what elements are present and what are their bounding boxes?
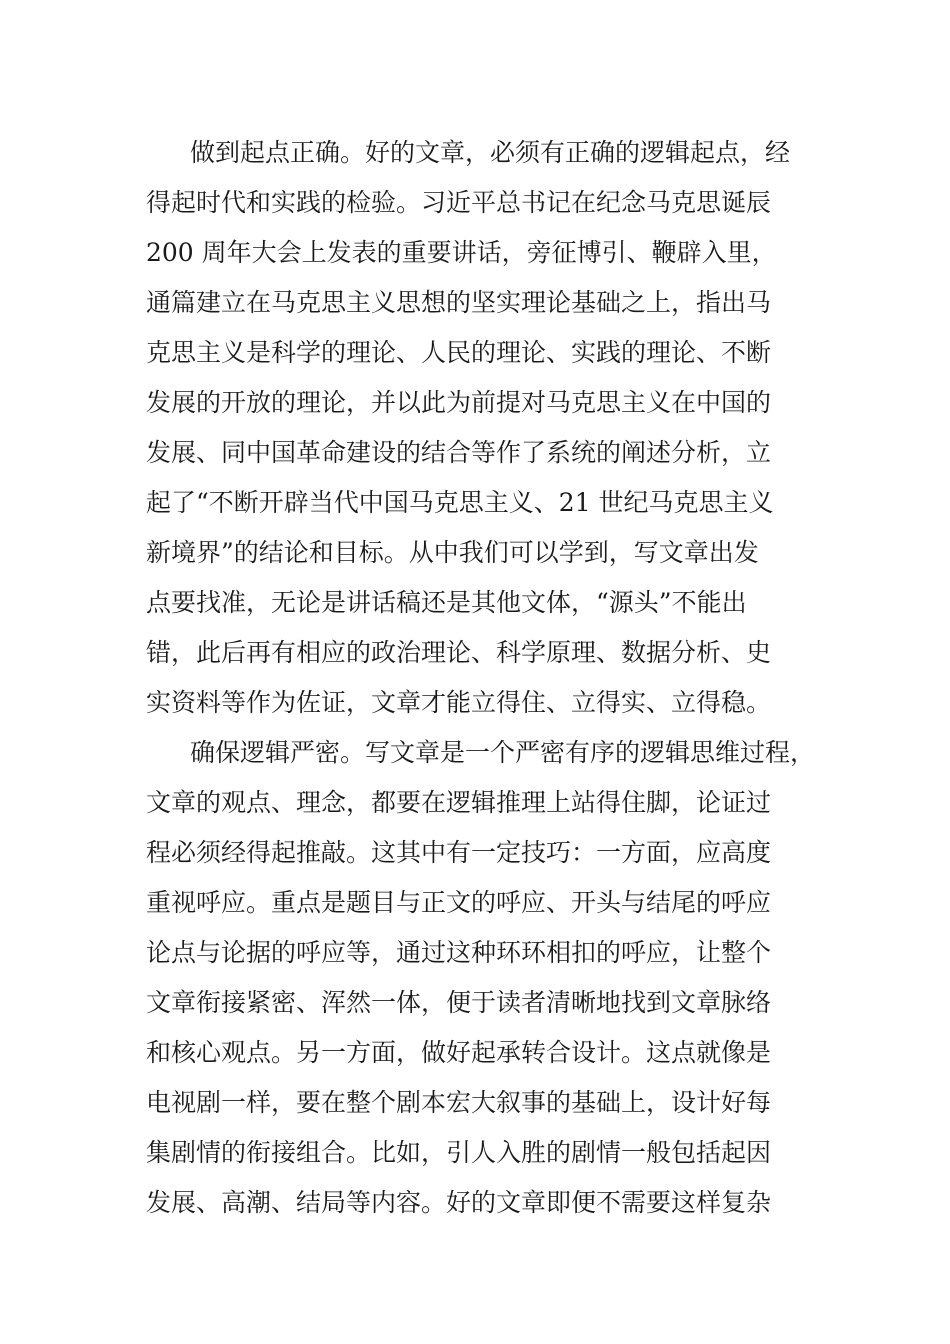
paragraph-1 xyxy=(146,128,836,728)
paragraph-2 xyxy=(146,728,836,1228)
paragraph-line: 文章的观点、理念，都要在逻辑推理上站得住脚，论证过 xyxy=(146,788,772,817)
paragraph-line: 点要找准，无论是讲话稿还是其他文体，“源头”不能出 xyxy=(146,588,747,617)
paragraph-line: 错，此后再有相应的政治理论、科学原理、数据分析、史 xyxy=(146,638,772,667)
paragraph-line: 确保逻辑严密。写文章是一个严密有序的逻辑思维过程， xyxy=(190,738,816,767)
paragraph-line: 程必须经得起推敲。这其中有一定技巧：一方面，应高度 xyxy=(146,838,772,867)
paragraph-line: 得起时代和实践的检验。习近平总书记在纪念马克思诞辰 xyxy=(146,188,772,217)
paragraph-line: 论点与论据的呼应等，通过这种环环相扣的呼应，让整个 xyxy=(146,938,772,967)
body-text xyxy=(146,128,836,1228)
paragraph-line: 克思主义是科学的理论、人民的理论、实践的理论、不断 xyxy=(146,338,772,367)
paragraph-line: 通篇建立在马克思主义思想的坚实理论基础之上，指出马 xyxy=(146,288,772,317)
paragraph-line: 发展、同中国革命建设的结合等作了系统的阐述分析，立 xyxy=(146,438,772,467)
paragraph-line: 200 周年大会上发表的重要讲话，旁征博引、鞭辟入里， xyxy=(146,238,777,267)
paragraph-line: 发展的开放的理论，并以此为前提对马克思主义在中国的 xyxy=(146,388,772,417)
paragraph-line: 和核心观点。另一方面，做好起承转合设计。这点就像是 xyxy=(146,1038,772,1067)
paragraph-line: 发展、高潮、结局等内容。好的文章即便不需要这样复杂 xyxy=(146,1188,772,1217)
paragraph-line: 集剧情的衔接组合。比如，引人入胜的剧情一般包括起因 xyxy=(146,1138,772,1167)
paragraph-line: 重视呼应。重点是题目与正文的呼应、开头与结尾的呼应 xyxy=(146,888,772,917)
paragraph-line: 新境界”的结论和目标。从中我们可以学到，写文章出发 xyxy=(146,538,759,567)
paragraph-line: 文章衔接紧密、浑然一体，便于读者清晰地找到文章脉络 xyxy=(146,988,772,1017)
paragraph-line: 电视剧一样，要在整个剧本宏大叙事的基础上，设计好每 xyxy=(146,1088,772,1117)
paragraph-line: 做到起点正确。好的文章，必须有正确的逻辑起点，经 xyxy=(190,138,791,167)
paragraph-line: 实资料等作为佐证，文章才能立得住、立得实、立得稳。 xyxy=(146,688,772,717)
paragraph-line: 起了“不断开辟当代中国马克思主义、21 世纪马克思主义 xyxy=(146,488,774,517)
